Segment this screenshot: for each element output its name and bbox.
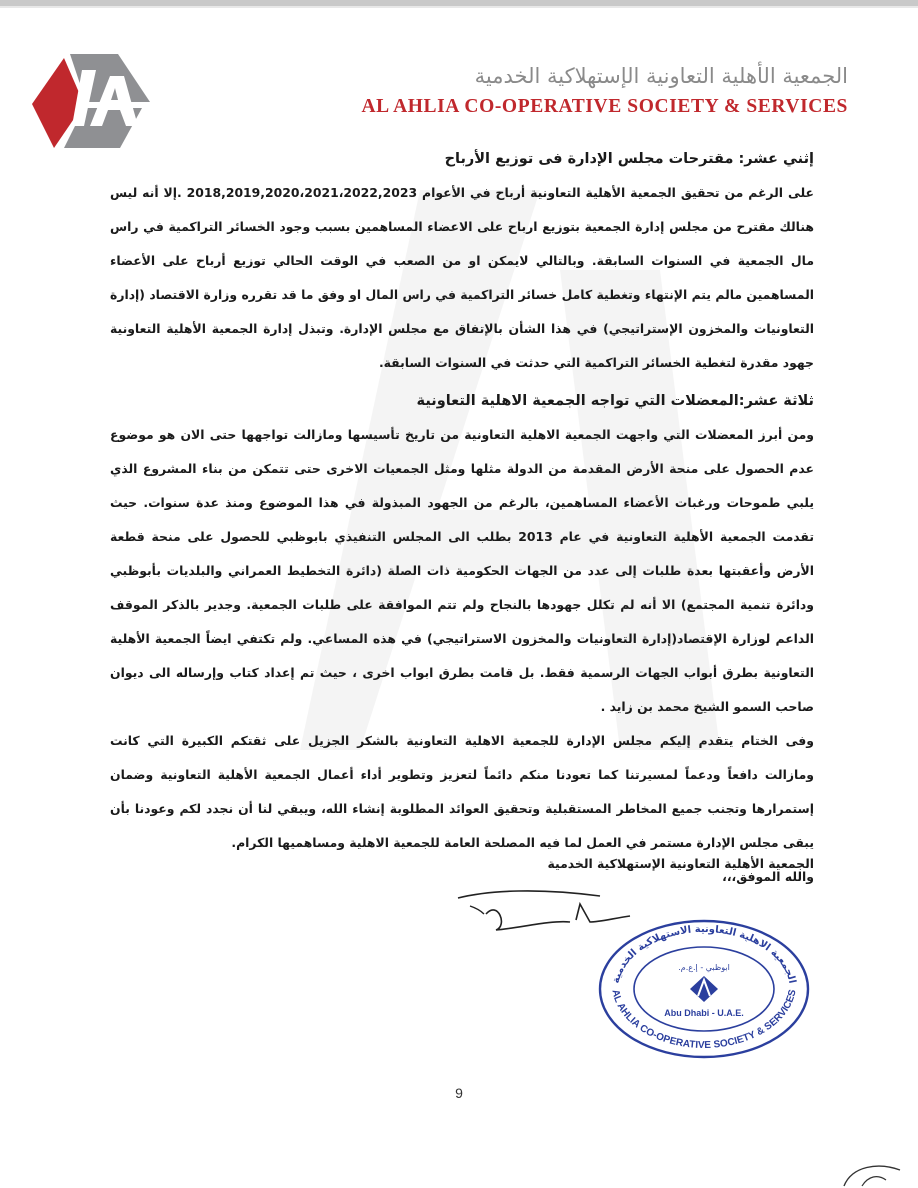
paragraph: على الرغم من تحقيق الجمعية الأهلية التعاونية أرباح في الأعوام 2018,2019,2020،2021،2022,2023 .إلا أنه ليس هنالك مقترح من مجلس إدارة الجمعية بتوزيع ارباح على الاعضاء المساهمين بسبب وجود الخسائر التراكمية في راس مال الجمعية في السنوات السابقة. وبالتالي لايمكن او من الصعب في الوقت الحالي توزيع أرباح على الأعضاء المساهمين مالم يتم الإنتهاء وتغطية كامل خسائر التراكمية في راس المال او وفق ما قد تقرره وزارة الاقتصاد (إدارة التعاونيات والمخزون الإستراتيجي) في هذا الشأن بالإتفاق مع مجلس الإدارة. وتبذل إدارة الجمعية الأهلية التعاونية جهود مقدرة لتغطية الخسائر التراكمية التي حدثت في السنوات السابقة.: [110, 185, 815, 370]
closing-line: والله الموفق،،،: [722, 869, 814, 884]
org-name-arabic: الجمعية الأهلية التعاونية الإستهلاكية الخدمية: [474, 64, 848, 88]
svg-text:Abu Dhabi - U.A.E.: Abu Dhabi - U.A.E.: [664, 1008, 744, 1018]
signature-org-name: الجمعية الأهلية التعاونية الإستهلاكية الخدمية: [547, 856, 814, 871]
scan-edge-top-shadow: [0, 6, 918, 8]
document-body: [110, 142, 814, 894]
society-logo-icon: [24, 30, 164, 160]
section-heading: ثلاثة عشر:المعضلات التي تواجه الجمعية الاهلية التعاونية: [416, 393, 814, 409]
org-name-english: AL AHLIA CO-OPERATIVE SOCIETY & SERVICES: [361, 96, 848, 117]
paragraph: وفى الختام يتقدم إليكم مجلس الإدارة للجمعية الاهلية التعاونية بالشكر الجزيل على ثقتكم الكبيرة التي كانت ومازالت دافعاً ودعماً لمسيرتنا كما تعودنا منكم دائماً لتعزيز وتطوير أداء أعمال الجمعية الأهلية التعاونية وضمان إستمرارها وتجنب جميع المخاطر المستقبلية وتحقيق العوائد المطلوبة إنشاء الله، ويبقي لنا أن نجدد لكم وعودنا بأن يبقى مجلس الإدارة مستمر في العمل لما فيه المصلحة العامة للجمعية الاهلية ومساهميها الكرام.: [110, 733, 814, 850]
scan-corner-mark-icon: [838, 1160, 908, 1188]
svg-text:الجمعية الاهلية التعاونية الاس: الجمعية الاهلية التعاونية الاستهلاكية الخدمية: [610, 924, 798, 985]
page-number: 9: [455, 1085, 463, 1101]
svg-text:AL AHLIA CO-OPERATIVE SOCIETY: AL AHLIA CO-OPERATIVE SOCIETY & SERVICES: [609, 988, 799, 1052]
svg-text:ابوظبي - إ.ع.م.: ابوظبي - إ.ع.م.: [678, 963, 730, 972]
paragraph: ومن أبرز المعضلات التي واجهت الجمعية الاهلية التعاونية من تاريخ تأسيسها ومازالت تواجهها حتى الان هو موضوع عدم الحصول على منحة الأرض المقدمة من الدولة مثلها ومثل الجمعيات الاخرى حتى تتمكن من بناء المشروع الذي يلبي طموحات ورغبات الأعضاء المساهمين، بالرغم من الجهود المبذولة في هذا الموضوع ومنذ عدة سنوات. حيث تقدمت الجمعية الأهلية التعاونية في عام 2013 بطلب الى المجلس التنفيذي بابوظبي للحصول على منحة قطعة الأرض وأعقبتها بعدة طلبات إلى عدد من الجهات الحكومية ذات الصلة (دائرة التخطيط العمراني والبلديات بأبوظبي ودائرة تنمية المجتمع) الا أنه لم تكلل جهودها بالنجاح ولم تتم الموافقة على طلبات الجمعية. وجدير بالذكر الموقف الداعم لوزارة الإقتصاد(إدارة التعاونيات والمخزون الاستراتيجي) في هذه المساعي. ولم تكتفي ايضاً الجمعية الأهلية التعاونية بطرق أبواب الجهات الرسمية فقط. بل قامت بطرق ابواب اخرى ، حيث تم إعداد كتاب وإرساله الى ديوان صاحب السمو الشيخ محمد بن زايد .: [110, 427, 814, 714]
section-heading: إثني عشر: مقترحات مجلس الإدارة فى توزيع الأرباح: [444, 151, 814, 167]
official-stamp-icon: [596, 918, 812, 1060]
